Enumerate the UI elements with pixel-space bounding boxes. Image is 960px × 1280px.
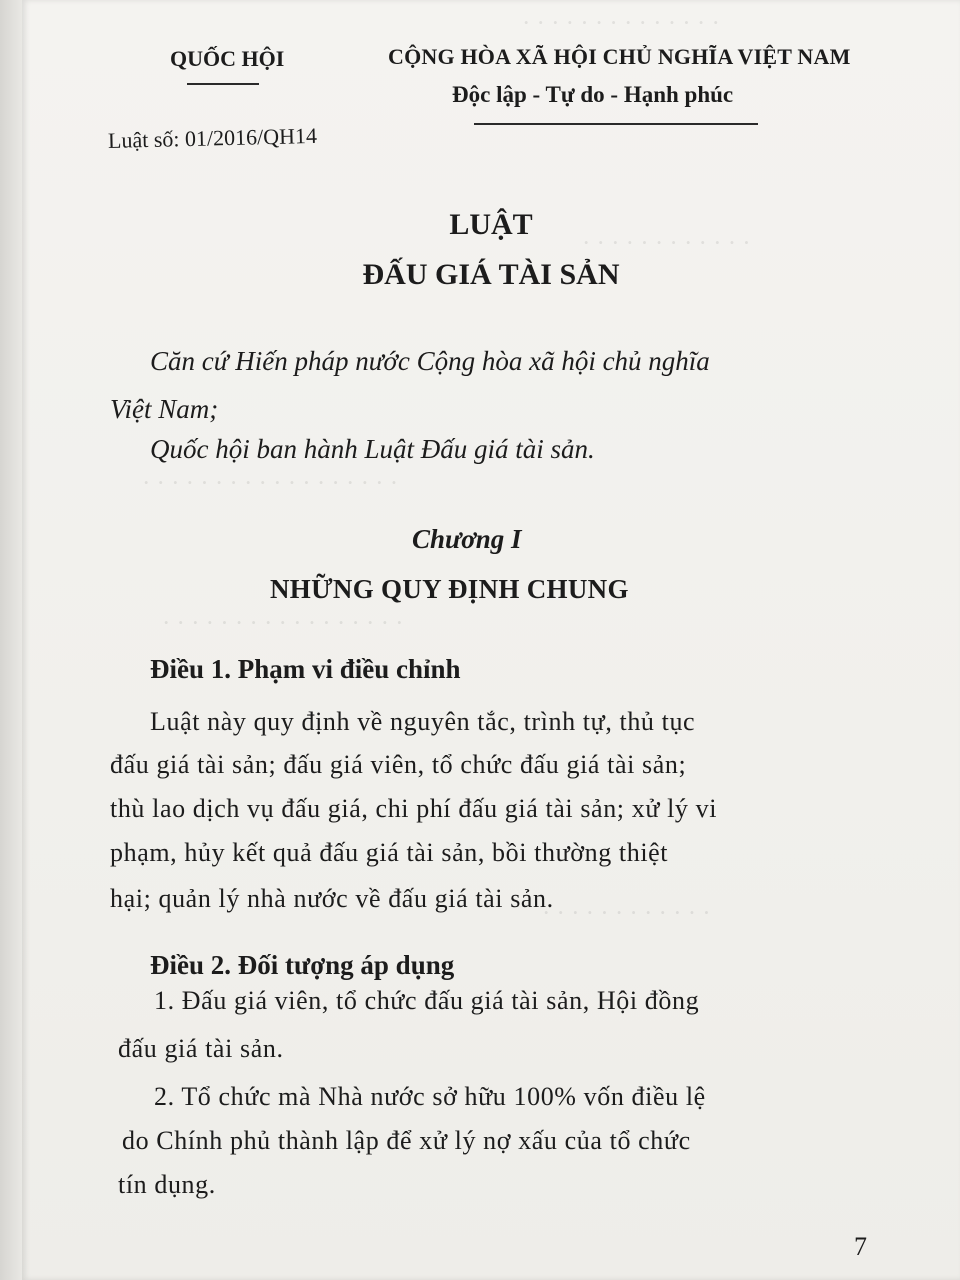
article-1-line: thù lao dịch vụ đấu giá, chi phí đấu giá tài sản; xử lý vi <box>110 794 718 823</box>
preamble-line: Căn cứ Hiến pháp nước Cộng hòa xã hội chủ nghĩa <box>150 346 710 376</box>
article-1-heading: Điều 1. Phạm vi điều chỉnh <box>150 654 461 684</box>
show-through-text: · · · · · · · · · · · · · · · · · · <box>142 470 399 497</box>
article-2-line: 2. Tổ chức mà Nhà nước sở hữu 100% vốn điều lệ <box>154 1082 706 1111</box>
show-through-text: · · · · · · · · · · · · · · · · · <box>162 610 404 637</box>
state-name: CỘNG HÒA XÃ HỘI CHỦ NGHĨA VIỆT NAM <box>388 44 851 69</box>
preamble-line: Quốc hội ban hành Luật Đấu giá tài sản. <box>150 434 595 464</box>
issuer-name: QUỐC HỘI <box>170 46 285 71</box>
chapter-label: Chương I <box>412 524 522 554</box>
document-type-title: LUẬT <box>449 208 533 241</box>
state-motto: Độc lập - Tự do - Hạnh phúc <box>452 82 734 107</box>
article-2-line: 1. Đấu giá viên, tổ chức đấu giá tài sản, Hội đồng <box>154 986 700 1015</box>
chapter-title: NHỮNG QUY ĐỊNH CHUNG <box>270 574 629 604</box>
show-through-text: · · · · · · · · · · · · <box>582 230 751 257</box>
article-2-line: tín dụng. <box>118 1170 216 1199</box>
article-1-line: hại; quản lý nhà nước về đấu giá tài sản. <box>110 884 554 913</box>
article-2-line: đấu giá tài sản. <box>118 1034 284 1063</box>
page-number: 7 <box>854 1232 867 1261</box>
document-title: ĐẤU GIÁ TÀI SẢN <box>362 258 620 291</box>
article-1-line: phạm, hủy kết quả đấu giá tài sản, bồi thường thiệt <box>110 838 669 867</box>
show-through-text: · · · · · · · · · · · · · · <box>522 10 720 37</box>
preamble-line: Việt Nam; <box>110 394 219 424</box>
page-edge <box>0 0 22 1280</box>
document-page <box>22 0 960 1280</box>
article-1-line: đấu giá tài sản; đấu giá viên, tổ chức đấu giá tài sản; <box>110 750 687 779</box>
law-number: Luật số: 01/2016/QH14 <box>107 122 318 153</box>
article-2-line: do Chính phủ thành lập để xử lý nợ xấu của tổ chức <box>122 1126 691 1155</box>
article-1-line: Luật này quy định về nguyên tắc, trình tự, thủ tục <box>150 707 696 736</box>
issuer-underline <box>187 83 259 85</box>
motto-underline <box>474 123 758 125</box>
article-2-heading: Điều 2. Đối tượng áp dụng <box>150 950 455 980</box>
show-through-text: · · · · · · · · · · · · <box>542 900 711 927</box>
